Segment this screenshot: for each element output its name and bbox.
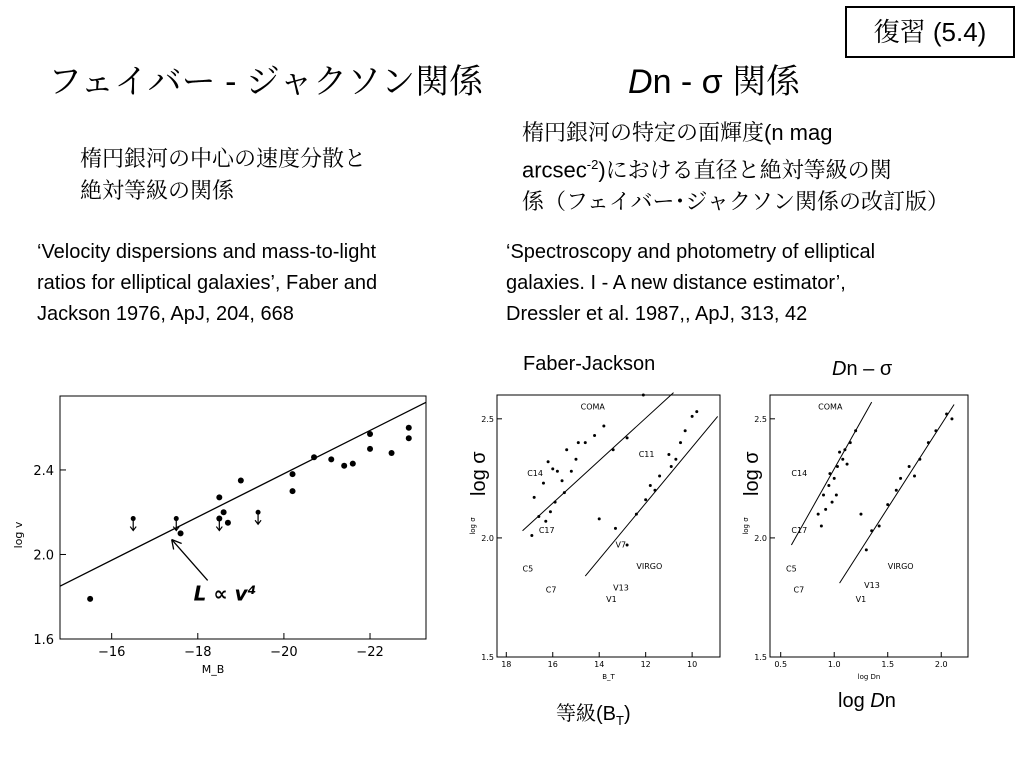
fj-xlabel-end: ) bbox=[623, 703, 631, 725]
x-tick-label: 1.5 bbox=[881, 660, 895, 669]
left-desc-line1: 楕円銀河の中心の速度分散と bbox=[80, 146, 367, 171]
annotation-arrow bbox=[172, 539, 208, 580]
coma-point bbox=[835, 494, 838, 497]
virgo-point bbox=[667, 453, 670, 456]
coma-point bbox=[838, 451, 841, 454]
coma-point bbox=[570, 470, 573, 473]
y-tick-label: 1.6 bbox=[33, 633, 54, 648]
panel-annotation: C5 bbox=[786, 564, 797, 574]
x-tick-label: 16 bbox=[547, 660, 558, 669]
right-title bbox=[628, 54, 800, 103]
data-point bbox=[238, 478, 244, 484]
coma-point bbox=[551, 467, 554, 470]
coma-point bbox=[537, 515, 540, 518]
x-tick-label: 18 bbox=[501, 660, 512, 669]
panel-annotation: V13 bbox=[864, 580, 880, 590]
right-title-italic: D bbox=[628, 63, 653, 101]
left-ref-line2: ratios for elliptical galaxies’, Faber and bbox=[37, 272, 378, 294]
coma-point bbox=[822, 494, 825, 497]
virgo-point bbox=[878, 525, 881, 528]
y-axis-label: log v bbox=[12, 521, 25, 549]
dn-ylabel: log σ bbox=[741, 451, 763, 496]
right-desc-line2b: )における直径と絶対等級の関 bbox=[598, 157, 892, 183]
coma-point bbox=[833, 477, 836, 480]
coma-point bbox=[565, 448, 568, 451]
coma-point bbox=[577, 441, 580, 444]
coma-point bbox=[854, 429, 857, 432]
x-tick-label: −22 bbox=[356, 645, 384, 660]
x-tick-label: 12 bbox=[640, 660, 651, 669]
virgo-point bbox=[626, 544, 629, 547]
right-reference bbox=[506, 237, 875, 330]
dn-xlabel bbox=[838, 690, 896, 713]
virgo-point bbox=[635, 513, 638, 516]
panel-annotation: V1 bbox=[855, 595, 867, 605]
x-tick-label: 2.0 bbox=[934, 660, 948, 669]
plot-frame bbox=[497, 395, 720, 657]
fj-xlabel-main: 等級(B bbox=[556, 703, 616, 725]
faber-jackson-chart bbox=[462, 380, 732, 685]
fj-xlabel bbox=[556, 697, 631, 728]
coma-point bbox=[817, 513, 820, 516]
left-reference bbox=[37, 237, 377, 330]
virgo-point bbox=[691, 415, 694, 418]
virgo-point bbox=[927, 441, 930, 444]
y-axis-label-small: log σ bbox=[742, 517, 750, 535]
panel-annotation: C17 bbox=[538, 526, 555, 536]
virgo-point bbox=[649, 484, 652, 487]
coma-point bbox=[556, 470, 559, 473]
virgo-point bbox=[653, 489, 656, 492]
left-ref-line3: Jackson 1976, ApJ, 204, 668 bbox=[37, 303, 294, 325]
fit-line bbox=[523, 393, 674, 531]
coma-point bbox=[612, 448, 615, 451]
coma-point bbox=[836, 465, 839, 468]
data-point bbox=[350, 461, 356, 467]
data-point bbox=[290, 488, 296, 494]
coma-point bbox=[563, 491, 566, 494]
coma-point bbox=[843, 448, 846, 451]
x-tick-label: −16 bbox=[97, 645, 126, 660]
coma-point bbox=[849, 441, 852, 444]
coma-point bbox=[574, 458, 577, 461]
coma-point bbox=[542, 482, 545, 485]
virgo-point bbox=[859, 513, 862, 516]
review-badge: 復習 (5.4) bbox=[845, 6, 1015, 58]
data-point bbox=[406, 435, 412, 441]
panel-annotation: V13 bbox=[613, 583, 629, 593]
coma-point bbox=[602, 424, 605, 427]
data-point bbox=[87, 596, 93, 602]
right-desc-sup: -2 bbox=[586, 157, 599, 172]
left-desc-line2: 絶対等級の関係 bbox=[80, 178, 235, 203]
virgo-point bbox=[886, 503, 889, 506]
right-ref-line2: galaxies. I - A new distance estimator’, bbox=[506, 272, 846, 294]
data-point bbox=[328, 456, 334, 462]
dn-xlabel-end: n bbox=[884, 690, 896, 712]
panel-annotation: VIRGO bbox=[636, 561, 663, 571]
coma-point bbox=[824, 508, 827, 511]
x-tick-label: 10 bbox=[687, 660, 698, 669]
virgo-point bbox=[614, 527, 617, 530]
right-description bbox=[522, 117, 949, 218]
data-point bbox=[216, 494, 222, 500]
y-axis-label-small: log σ bbox=[469, 517, 477, 535]
virgo-point bbox=[674, 458, 677, 461]
x-tick-label: 1.0 bbox=[827, 660, 841, 669]
coma-point bbox=[530, 534, 533, 537]
coma-point bbox=[593, 434, 596, 437]
coma-point bbox=[831, 501, 834, 504]
upper-limit-arrow bbox=[255, 512, 261, 524]
fj-caption: Faber-Jackson bbox=[523, 353, 656, 375]
virgo-point bbox=[945, 413, 948, 416]
data-point bbox=[367, 431, 373, 437]
x-tick-label: −20 bbox=[270, 645, 298, 660]
panel-annotation: V7 bbox=[615, 540, 627, 550]
fj-ylabel: log σ bbox=[468, 451, 490, 496]
left-title: フェイバー - ジャクソン関係 bbox=[48, 63, 484, 101]
virgo-point bbox=[679, 441, 682, 444]
dn-caption bbox=[832, 358, 892, 381]
x-axis-label: M_B bbox=[201, 663, 225, 676]
x-tick-label: 0.5 bbox=[774, 660, 788, 669]
coma-point bbox=[554, 501, 557, 504]
panel-annotation: COMA bbox=[818, 402, 843, 412]
virgo-point bbox=[908, 465, 911, 468]
dn-caption-rest: n – σ bbox=[846, 358, 893, 380]
fit-line bbox=[60, 402, 426, 586]
coma-point bbox=[828, 472, 831, 475]
data-point bbox=[389, 450, 395, 456]
virgo-point bbox=[684, 429, 687, 432]
panel-annotation: VIRGO bbox=[887, 561, 914, 571]
virgo-point bbox=[598, 517, 601, 520]
data-point bbox=[311, 454, 317, 460]
y-tick-label: 2.0 bbox=[481, 533, 494, 543]
virgo-point bbox=[934, 429, 937, 432]
coma-point bbox=[549, 510, 552, 513]
data-point bbox=[367, 446, 373, 452]
dn-xlabel-main: log bbox=[838, 690, 871, 712]
right-desc-line2a: arcsec bbox=[522, 157, 587, 183]
left-description bbox=[80, 143, 366, 207]
panel-annotation: C11 bbox=[638, 449, 655, 459]
y-tick-label: 2.0 bbox=[33, 548, 54, 564]
coma-point bbox=[561, 479, 564, 482]
virgo-point bbox=[895, 489, 898, 492]
dn-xlabel-italic: D bbox=[870, 690, 885, 712]
panel-annotation: C7 bbox=[793, 585, 805, 595]
coma-point bbox=[827, 484, 830, 487]
panel-annotation: C7 bbox=[545, 585, 557, 595]
virgo-point bbox=[865, 548, 868, 551]
y-tick-label: 2.5 bbox=[481, 414, 494, 424]
virgo-point bbox=[644, 498, 647, 501]
dn-caption-italic: D bbox=[832, 358, 847, 380]
coma-point bbox=[841, 458, 844, 461]
coma-point bbox=[626, 436, 629, 439]
coma-point bbox=[544, 520, 547, 523]
x-tick-label: −18 bbox=[184, 645, 212, 660]
panel-annotation: V1 bbox=[606, 595, 617, 605]
left-ref-line1: ‘Velocity dispersions and mass-to-light bbox=[37, 241, 377, 263]
virgo-point bbox=[695, 410, 698, 413]
data-point bbox=[290, 471, 296, 477]
coma-point bbox=[533, 496, 536, 499]
coma-point bbox=[642, 394, 645, 397]
virgo-point bbox=[899, 477, 902, 480]
virgo-point bbox=[918, 458, 921, 461]
fit-line bbox=[585, 416, 717, 576]
virgo-point bbox=[870, 529, 873, 532]
data-point bbox=[221, 509, 227, 515]
x-axis-label-small: log Dn bbox=[857, 673, 881, 681]
annotation-label: L ∝ v⁴ bbox=[193, 581, 257, 606]
coma-point bbox=[547, 460, 550, 463]
y-tick-label: 2.0 bbox=[754, 533, 767, 543]
panel-annotation: C5 bbox=[522, 564, 534, 574]
y-tick-label: 2.5 bbox=[754, 414, 767, 424]
coma-point bbox=[846, 463, 849, 466]
virgo-point bbox=[950, 417, 953, 420]
right-ref-line3: Dressler et al. 1987,, ApJ, 313, 42 bbox=[506, 303, 808, 325]
y-tick-label: 1.5 bbox=[481, 653, 494, 662]
panel-annotation: C14 bbox=[527, 468, 543, 478]
right-ref-line1: ‘Spectroscopy and photometry of elliptical bbox=[506, 241, 876, 263]
right-title-rest: n - σ 関係 bbox=[652, 63, 801, 101]
upper-limit-arrow bbox=[130, 519, 136, 531]
right-desc-line3: 係（フェイバー･ジャクソン関係の改訂版） bbox=[522, 189, 950, 215]
data-point bbox=[406, 425, 412, 431]
right-desc-line2 bbox=[522, 149, 949, 186]
x-axis-label-small: B_T bbox=[602, 673, 615, 681]
virgo-point bbox=[913, 474, 916, 477]
data-point bbox=[225, 520, 231, 526]
coma-point bbox=[820, 525, 823, 528]
virgo-point bbox=[670, 465, 673, 468]
y-tick-label: 1.5 bbox=[754, 653, 767, 662]
data-point bbox=[178, 530, 184, 536]
coma-point bbox=[584, 441, 587, 444]
right-desc-line1: 楕円銀河の特定の面輝度(n mag bbox=[522, 120, 833, 145]
data-point bbox=[341, 463, 347, 469]
panel-annotation: C17 bbox=[791, 526, 808, 536]
y-tick-label: 2.4 bbox=[33, 463, 54, 479]
faber-jackson-1976-chart bbox=[8, 380, 438, 680]
virgo-point bbox=[658, 474, 661, 477]
dn-sigma-chart bbox=[738, 380, 983, 685]
fj-xlabel-sub: T bbox=[616, 713, 624, 728]
panel-annotation: C14 bbox=[791, 468, 808, 478]
panel-annotation: COMA bbox=[580, 402, 605, 412]
x-tick-label: 14 bbox=[594, 660, 605, 669]
